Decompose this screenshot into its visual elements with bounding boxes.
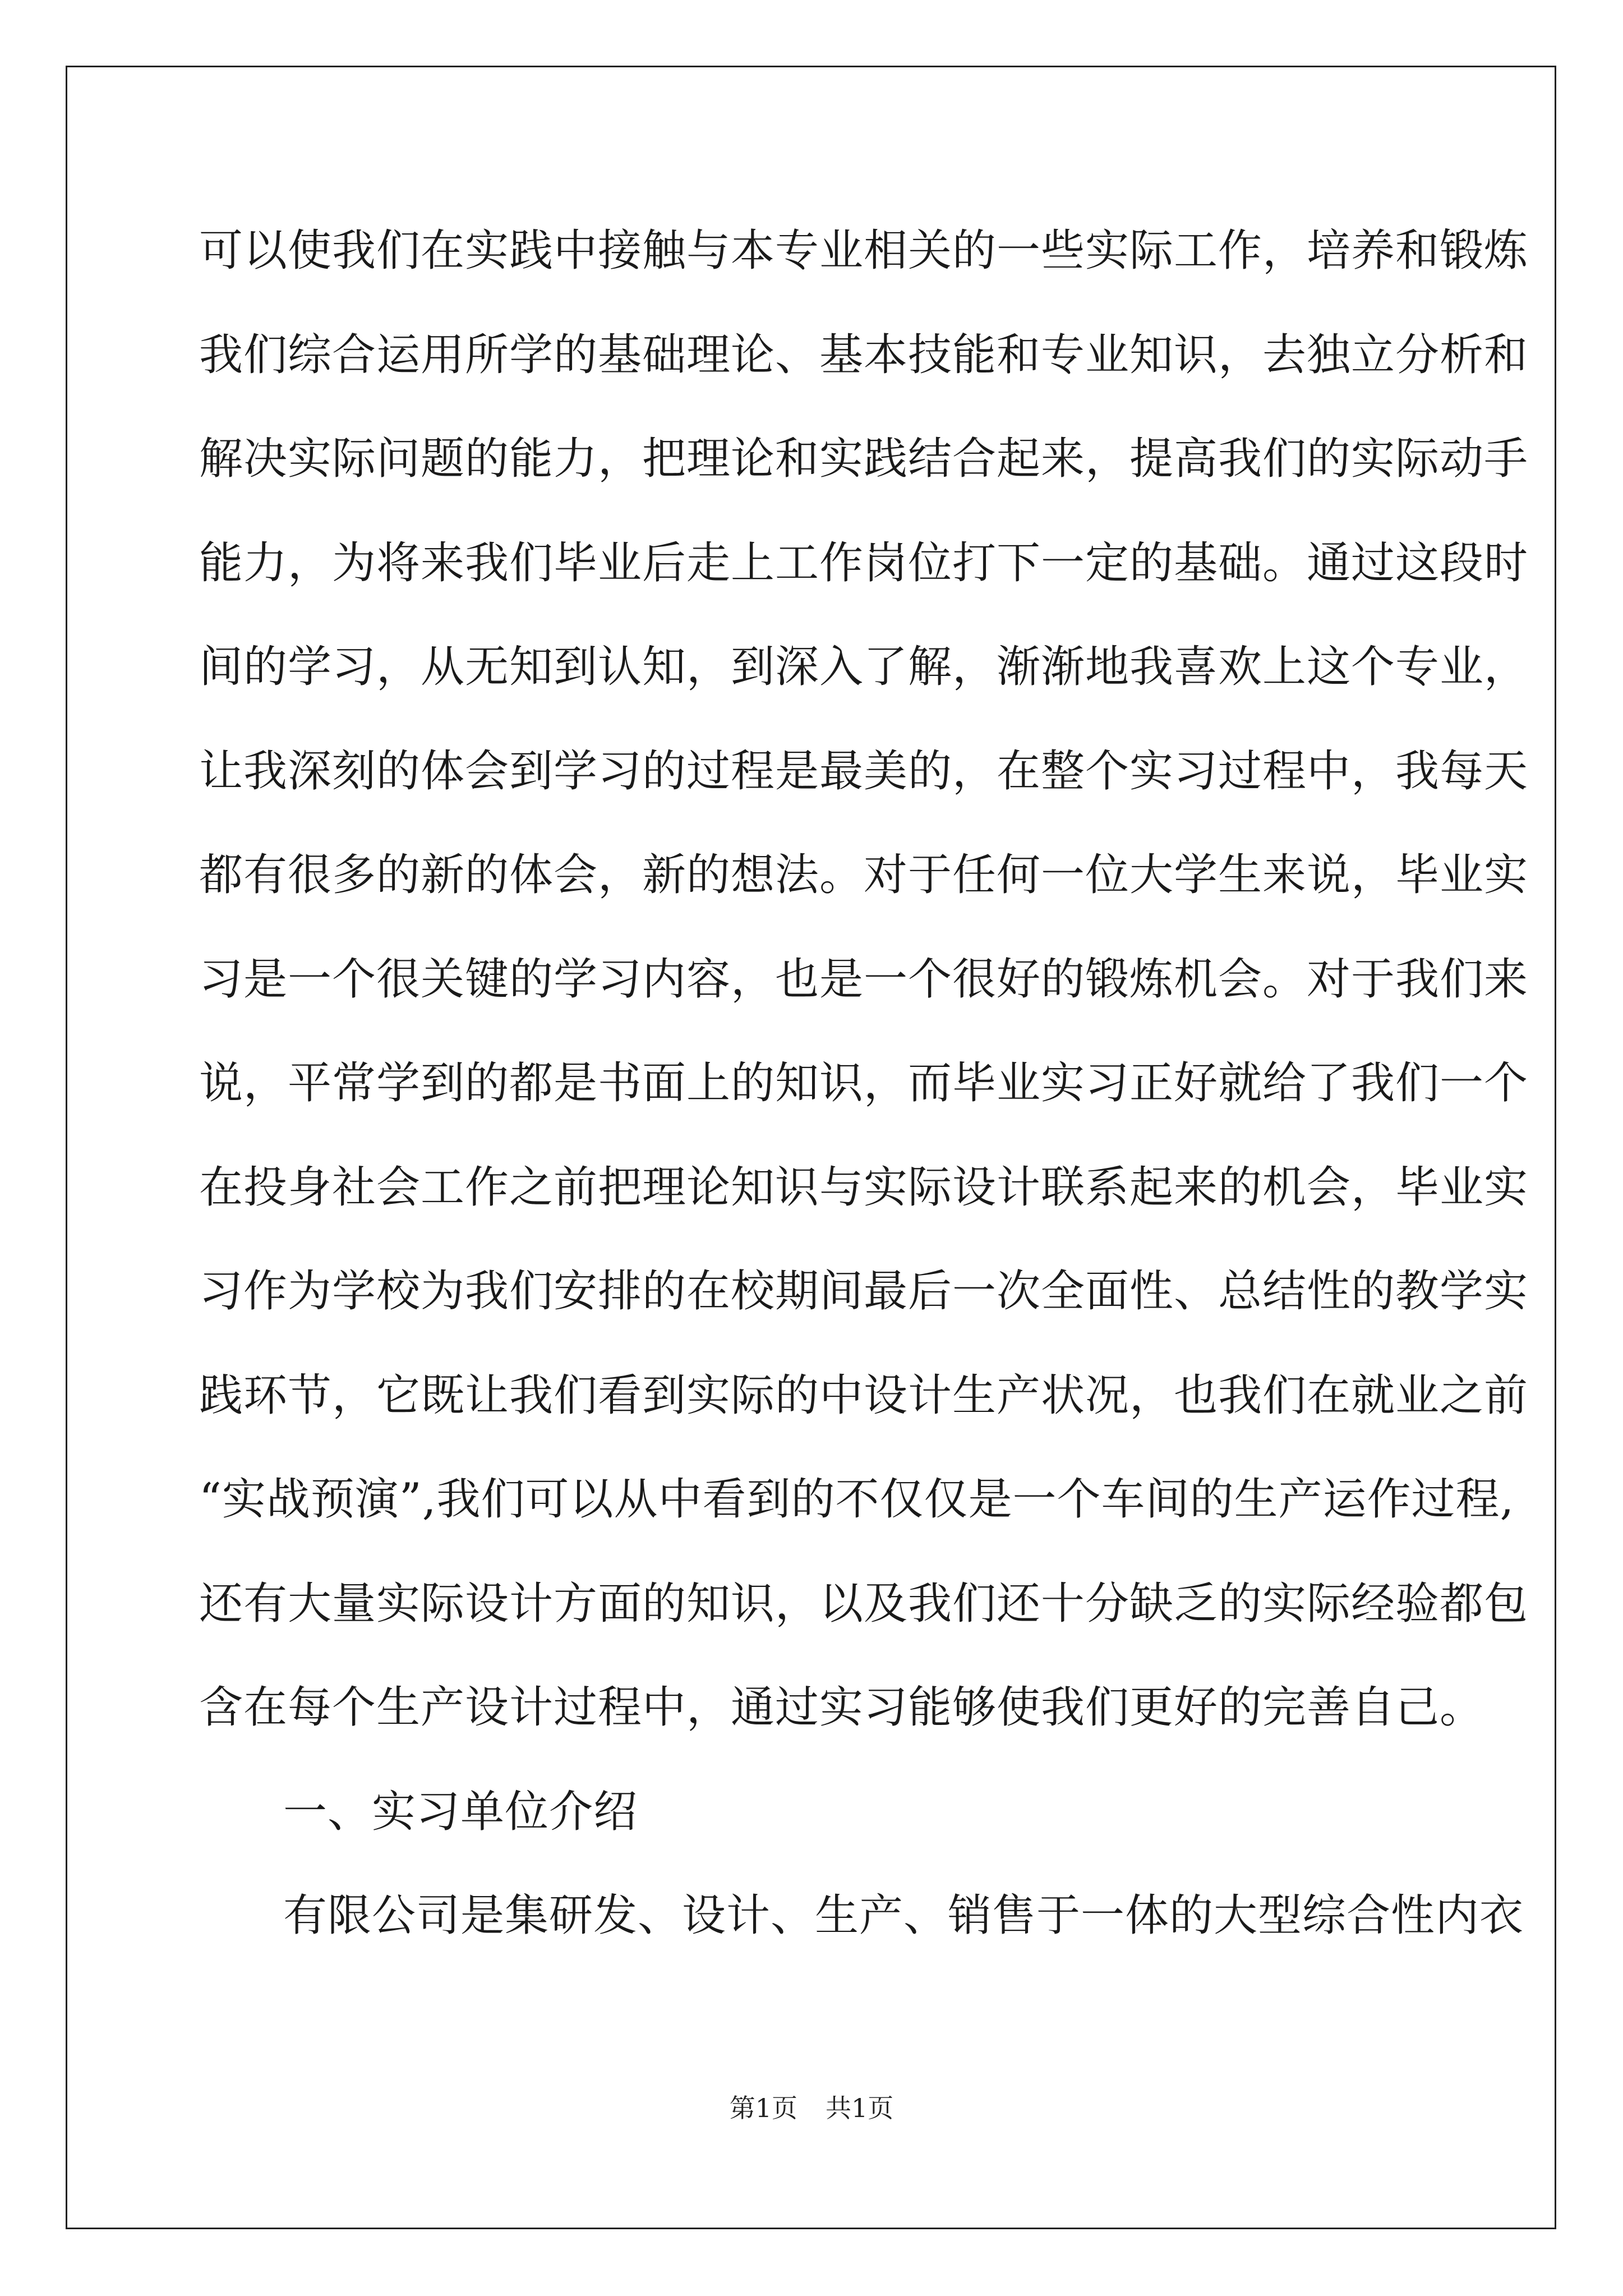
paragraph-start: 有限公司是集研发、设计、生产、销售于一体的大型综合性内衣 xyxy=(283,1890,1524,1941)
document-body xyxy=(199,220,1529,1989)
body-line: 说，平常学到的都是书面上的知识，而毕业实习正好就给了我们一个 xyxy=(199,1058,1529,1108)
body-line: 可以使我们在实践中接触与本专业相关的一些实际工作，培养和锻炼 xyxy=(199,226,1529,276)
body-line: 都有很多的新的体会，新的想法。对于任何一位大学生来说，毕业实 xyxy=(199,850,1529,900)
body-line: 含在每个生产设计过程中，通过实习能够使我们更好的完善自己。 xyxy=(199,1682,1484,1733)
body-line: 让我深刻的体会到学习的过程是最美的，在整个实习过程中，我每天 xyxy=(199,746,1529,797)
body-line: 习作为学校为我们安排的在校期间最后一次全面性、总结性的教学实 xyxy=(199,1266,1529,1317)
body-line: “实战预演”,我们可以从中看到的不仅仅是一个车间的生产运作过程, xyxy=(199,1474,1515,1525)
body-line: 还有大量实际设计方面的知识，以及我们还十分缺乏的实际经验都包 xyxy=(199,1578,1529,1629)
body-line: 间的学习，从无知到认知，到深入了解，渐渐地我喜欢上这个专业， xyxy=(199,642,1529,692)
body-line: 在投身社会工作之前把理论知识与实际设计联系起来的机会，毕业实 xyxy=(199,1162,1529,1213)
body-line: 解决实际问题的能力，把理论和实践结合起来，提高我们的实际动手 xyxy=(199,434,1529,484)
body-line: 我们综合运用所学的基础理论、基本技能和专业知识，去独立分析和 xyxy=(199,329,1529,380)
body-line: 践环节，它既让我们看到实际的中设计生产状况，也我们在就业之前 xyxy=(199,1370,1529,1421)
page-total: 共1页 xyxy=(826,2093,894,2123)
body-line: 能力，为将来我们毕业后走上工作岗位打下一定的基础。通过这段时 xyxy=(199,537,1529,588)
page-number: 第1页 xyxy=(729,2093,797,2123)
page-footer xyxy=(0,2091,1623,2125)
section-heading: 一、实习单位介绍 xyxy=(283,1786,638,1837)
body-line: 习是一个很关键的学习内容，也是一个很好的锻炼机会。对于我们来 xyxy=(199,954,1529,1005)
